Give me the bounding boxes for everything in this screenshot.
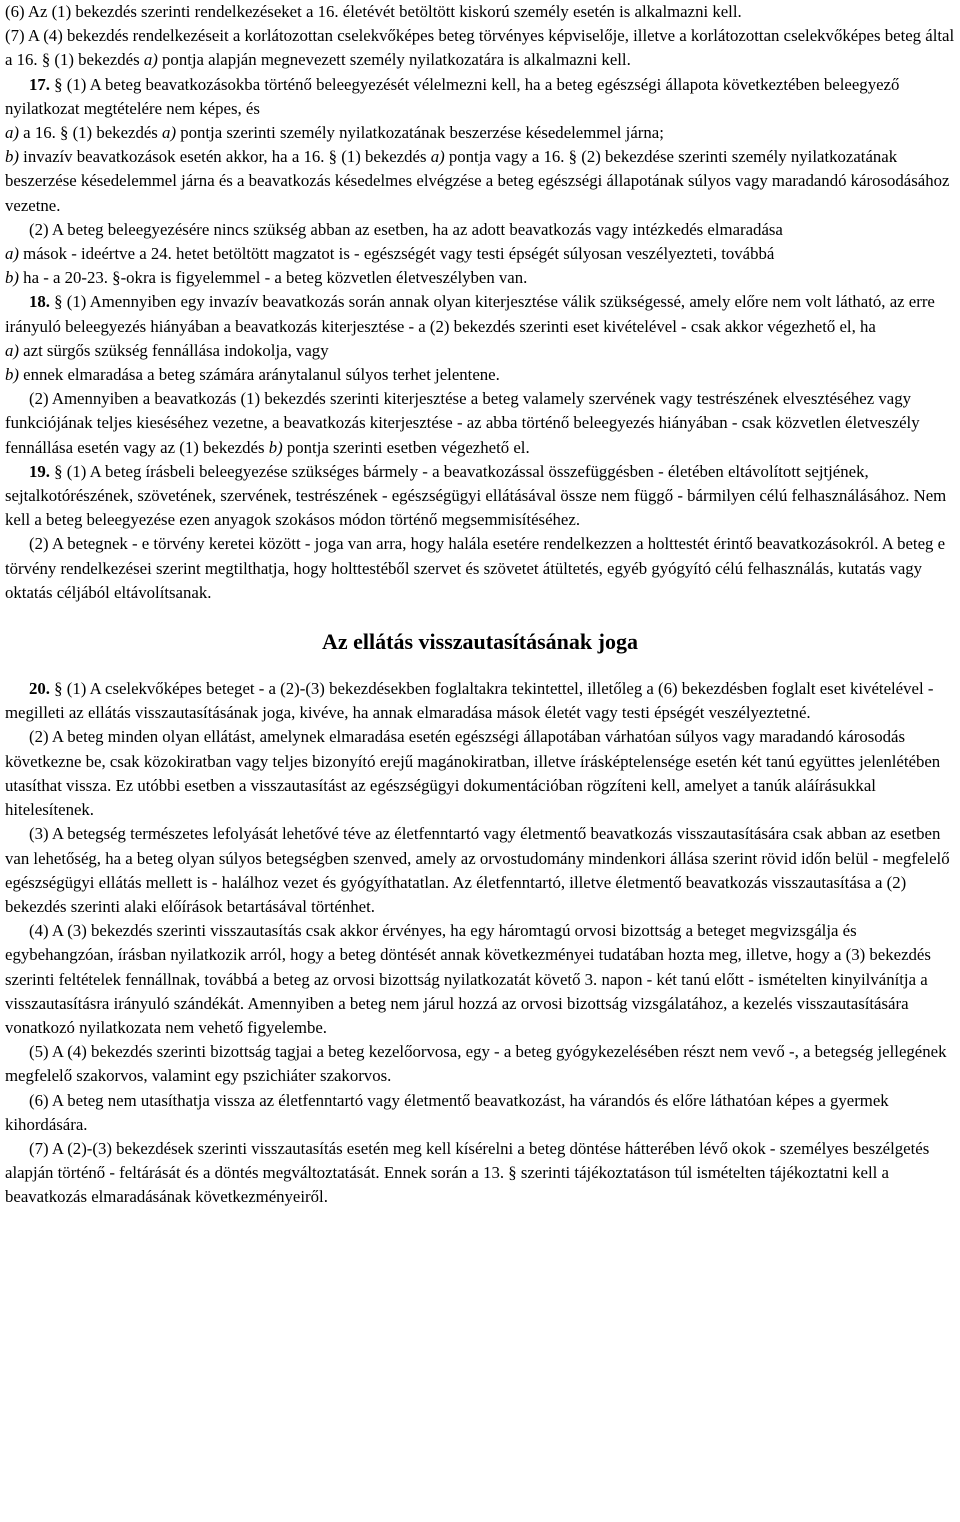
text-run: (6) Az (1) bekezdés szerinti rendelkezéseket a 16. életévét betöltött kiskorú személy esetén is alkalmazni kell. — [5, 2, 742, 21]
text-run: (2) A beteg beleegyezésére nincs szükség abban az esetben, ha az adott beavatkozás vagy intézkedés elmaradása — [29, 219, 783, 239]
text-run: pontja alapján megnevezett személy nyilatkozatára is alkalmazni kell. — [157, 50, 631, 70]
paragraph — [5, 363, 955, 387]
text-run: (2) A beteg minden olyan ellátást, amelynek elmaradása esetén egészségi állapotában várhatóan súlyos vagy maradandó károsodás következne be, csak közokiratban vagy teljes bizonyító erejű magánokiratban, illetve írásképtelensége esetén két tanú együttes jelenlétében utasíthat vissza. Ez utóbbi esetben a visszautasítást az egészségügyi dokumentációban rögzíteni kell, amelyet a tanúk aláírásukkal hitelesítenek. — [5, 727, 941, 820]
paragraph — [5, 677, 955, 725]
text-run: (3) A betegség természetes lefolyását lehetővé téve az életfenntartó vagy életmentő beavatkozás visszautasítására csak abban az esetben van lehetőség, ha a beteg olyan súlyos betegségben szenved, amely az orvostudomány mindenkori állása szerint rövid időn belül - megfelelő egészségügyi ellátás mellett is - halálhoz vezet és gyógyíthatatlan. Az életfenntartó, illetve életmentő beavatkozás visszautasítása a (2) bekezdés szerinti alaki előírások betartásával történhet. — [5, 824, 950, 916]
text-run: (7) A (4) bekezdés rendelkezéseit a korlátozottan cselekvőképes beteg törvényes képviselője, illetve a korlátozottan cselekvőképes beteg által a 16. § (1) bekezdés — [5, 26, 955, 70]
text-run: a 16. § (1) bekezdés — [18, 123, 163, 143]
text-run: azt sürgős szükség fennállása indokolja, vagy — [18, 340, 329, 360]
point-label: a) — [5, 340, 19, 360]
section-heading: Az ellátás visszautasításának joga — [322, 629, 638, 655]
point-label: a) — [430, 147, 445, 167]
text-run: pontja vagy a 16. § (2) bekezdése szerinti személy nyilatkozatának beszerzése késedelemmel járna és a beavatkozás késedelmes elvégzése a beteg egészségi állapotának súlyos vagy maradandó károsodásához vezetne. — [5, 147, 950, 215]
document-page — [5, 0, 955, 1210]
point-label: a) — [5, 123, 19, 143]
paragraph — [5, 1040, 955, 1088]
text-run: (5) A (4) bekezdés szerinti bizottság tagjai a beteg kezelőorvosa, egy - a beteg gyógykezelésében részt nem vevő -, a betegség jellegének megfelelő szakorvos, valamint egy pszichiáter szakorvos. — [5, 1042, 947, 1086]
paragraph — [5, 121, 955, 145]
text-run: (6) A beteg nem utasíthatja vissza az életfenntartó vagy életmentő beavatkozást, ha várandós és előre láthatóan képes a gyermek kihordására. — [5, 1090, 889, 1134]
paragraph — [5, 266, 955, 290]
text-run: ennek elmaradása a beteg számára aránytalanul súlyos terhet jelentene. — [18, 365, 500, 385]
text-run: § (1) A beteg írásbeli beleegyezése szükséges bármely - a beavatkozással összefüggésben - életében eltávolított sejtjének, sejtalkotórészének, szövetének, szervének, testrészének - egészségügyi ellátásával össze nem függő - bármilyen célú felhasználásához. Nem kell a beteg beleegyezése ezen anyagok szokásos módon történő megsemmisítéséhez. — [5, 461, 947, 530]
text-run: ha - a 20-23. §-okra is figyelemmel - a beteg közvetlen életveszélyben van. — [18, 268, 528, 288]
paragraph — [5, 822, 955, 919]
point-label: a) — [143, 50, 158, 70]
point-label: a) — [162, 123, 177, 143]
paragraph — [5, 460, 955, 533]
section-refusal — [5, 677, 955, 1209]
paragraph — [5, 242, 955, 266]
text-run: § (1) Amennyiben egy invazív beavatkozás során annak olyan kiterjesztése válik szükségessé, amely előre nem volt látható, az erre irányuló beleegyezés hiányában a beavatkozás kiterjesztése - a (2) bekezdés szerinti eset kivételével - csak akkor végezhető el, ha — [5, 292, 935, 336]
section-consent — [5, 0, 955, 605]
paragraph — [5, 919, 955, 1040]
section-number: 19. — [29, 461, 50, 481]
text-run: invazív beavatkozások esetén akkor, ha a 16. § (1) bekezdés — [18, 147, 431, 167]
text-run: (2) A betegnek - e törvény keretei között - joga van arra, hogy halála esetére rendelkezzen a holttestét érintő beavatkozásokról. A beteg e törvény rendelkezései szerint megtilthatja, hogy holttestéből szervet és szövetet átültetés, egyéb gyógyító célú felhasználás, kutatás vagy oktatás céljából eltávolítsanak. — [5, 534, 946, 602]
section-number: 20. — [29, 679, 50, 699]
paragraph — [5, 532, 955, 605]
paragraph — [5, 1137, 955, 1210]
paragraph — [5, 290, 955, 338]
paragraph — [5, 387, 955, 460]
point-label: b) — [5, 365, 19, 385]
text-run: (7) A (2)-(3) bekezdések szerinti visszautasítás esetén meg kell kísérelni a beteg döntése hátterében lévő okok - személyes beszélgetés alapján történő - feltárását és a döntés megváltoztatását. Ennek során a 13. § szerinti tájékoztatáson túl ismételten tájékoztatni kell a beavatkozás elmaradásának következményeiről. — [5, 1138, 930, 1207]
point-label: b) — [5, 268, 19, 288]
text-run: pontja szerinti esetben végezhető el. — [282, 437, 530, 457]
text-run: pontja szerinti személy nyilatkozatának beszerzése késedelemmel járna; — [176, 123, 664, 143]
text-run: § (1) A cselekvőképes beteget - a (2)-(3) bekezdésekben foglaltakra tekintettel, illetőleg a (6) bekezdésben foglalt eset kivételével - megilleti az ellátás visszautasításának joga, kivéve, ha annak elmaradása mások életét vagy testi épségét veszélyeztetné. — [5, 679, 934, 723]
point-label: b) — [5, 147, 19, 167]
paragraph — [5, 73, 955, 121]
paragraph — [5, 0, 955, 24]
point-label: a) — [5, 244, 19, 264]
point-label: b) — [268, 437, 283, 457]
text-run: (4) A (3) bekezdés szerinti visszautasítás csak akkor érvényes, ha egy háromtagú orvosi bizottság a beteget megvizsgálja és egybehangzóan, írásban nyilatkozik arról, hogy a beteg döntését annak következményei tudatában hozta meg, illetve, hogy a (3) bekezdés szerinti feltételek fennállnak, továbbá a beteg az orvosi bizottság nyilatkozatát követő 3. napon - két tanú előtt - ismételten kinyilvánítja a visszautasításra irányuló szándékát. Amennyiben a beteg nem járul hozzá az orvosi bizottság vizsgálatához, a kezelés visszautasítására vonatkozó nyilatkozata nem vehető figyelembe. — [5, 921, 931, 1037]
paragraph — [5, 145, 955, 218]
text-run: mások - ideértve a 24. hetet betöltött magzatot is - egészségét vagy testi épségét súlyosan veszélyezteti, továbbá — [18, 244, 775, 264]
section-number: 18. — [29, 292, 50, 312]
paragraph — [5, 218, 955, 242]
paragraph — [5, 1089, 955, 1137]
section-number: 17. — [29, 74, 50, 94]
paragraph — [5, 725, 955, 822]
text-run: § (1) A beteg beavatkozásokba történő beleegyezését vélelmezni kell, ha a beteg egészségi állapota következtében beleegyező nyilatkozat megtételére nem képes, és — [5, 74, 900, 118]
text-run: (2) Amennyiben a beavatkozás (1) bekezdés szerinti kiterjesztése a beteg valamely szervének vagy testrészének elvesztéséhez vagy funkciójának teljes kieséséhez vezetne, a beavatkozás kiterjesztése - az abba történő beleegyezés hiányában - csak közvetlen életveszély fennállása esetén vagy az (1) bekezdés — [5, 389, 920, 457]
paragraph — [5, 339, 955, 363]
paragraph — [5, 24, 955, 72]
